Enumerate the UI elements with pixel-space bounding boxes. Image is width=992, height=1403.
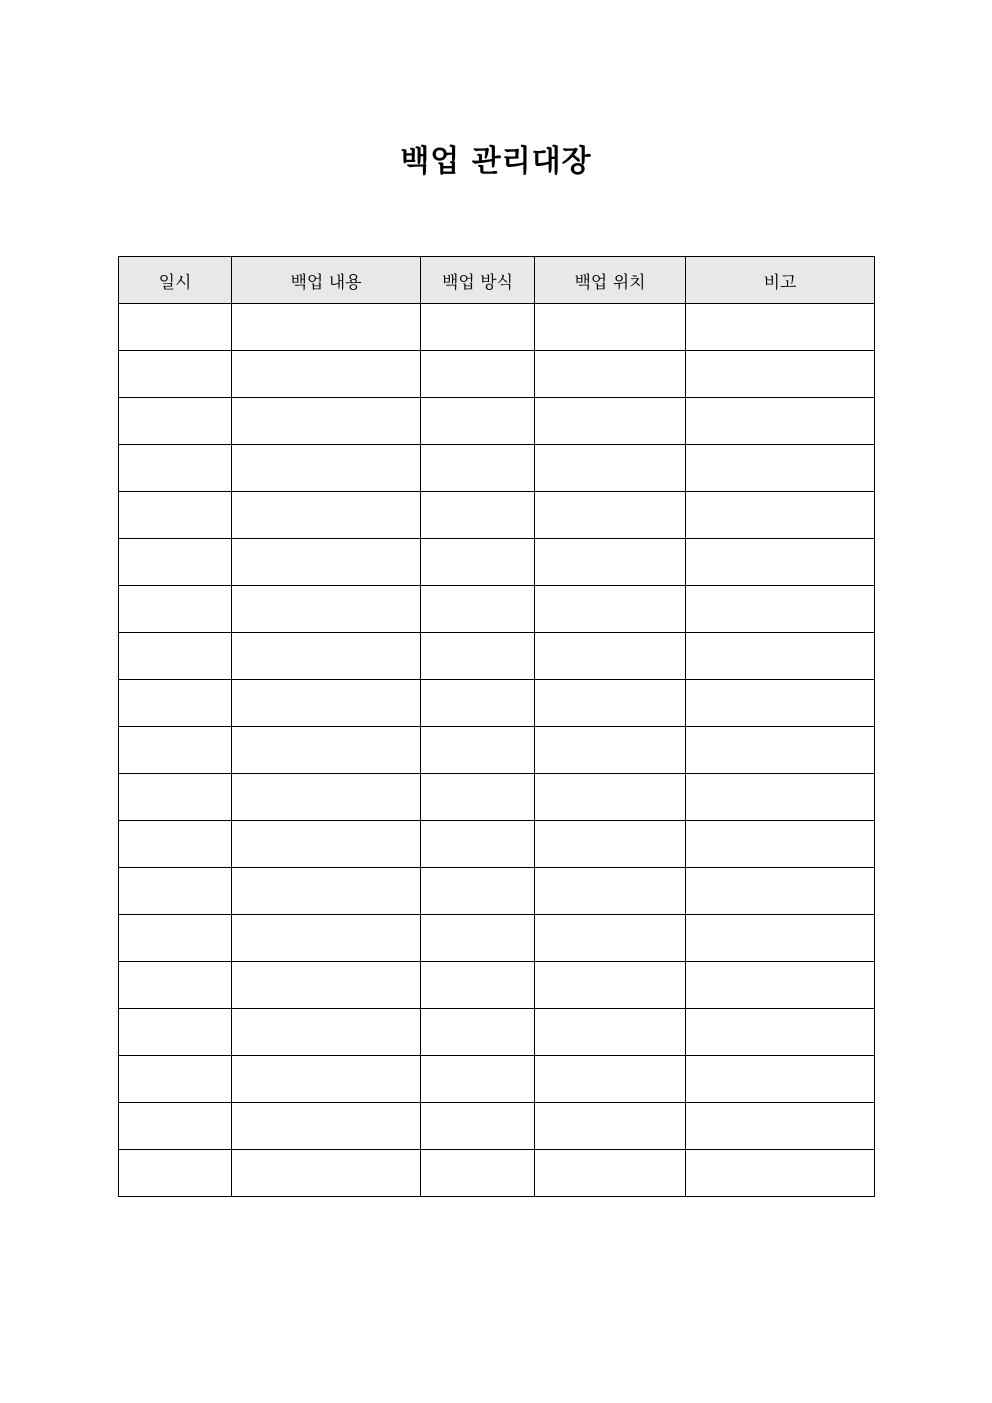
table-cell bbox=[421, 915, 535, 962]
table-cell bbox=[686, 915, 875, 962]
table-row bbox=[119, 680, 875, 727]
table-cell bbox=[686, 727, 875, 774]
table-cell bbox=[119, 492, 232, 539]
table-cell bbox=[119, 1009, 232, 1056]
table-cell bbox=[535, 1150, 686, 1197]
table-cell bbox=[232, 821, 421, 868]
table-cell bbox=[686, 774, 875, 821]
table-cell bbox=[535, 1009, 686, 1056]
table-row bbox=[119, 539, 875, 586]
table-cell bbox=[232, 586, 421, 633]
table-cell bbox=[232, 774, 421, 821]
table-cell bbox=[421, 398, 535, 445]
table-cell bbox=[232, 1056, 421, 1103]
header-datetime: 일시 bbox=[119, 257, 232, 304]
table-cell bbox=[232, 868, 421, 915]
table-row bbox=[119, 868, 875, 915]
header-backup-content: 백업 내용 bbox=[232, 257, 421, 304]
table-cell bbox=[421, 304, 535, 351]
table-cell bbox=[535, 915, 686, 962]
table-cell bbox=[119, 774, 232, 821]
table-row bbox=[119, 821, 875, 868]
table-cell bbox=[686, 1150, 875, 1197]
table-cell bbox=[535, 774, 686, 821]
table-cell bbox=[232, 727, 421, 774]
table-cell bbox=[535, 492, 686, 539]
table-row bbox=[119, 774, 875, 821]
table-row bbox=[119, 1056, 875, 1103]
table-cell bbox=[119, 633, 232, 680]
table-cell bbox=[535, 821, 686, 868]
table-row bbox=[119, 492, 875, 539]
table-cell bbox=[232, 351, 421, 398]
table-row bbox=[119, 1150, 875, 1197]
table-cell bbox=[686, 1103, 875, 1150]
table-cell bbox=[232, 539, 421, 586]
table-cell bbox=[535, 304, 686, 351]
table-cell bbox=[535, 351, 686, 398]
table-cell bbox=[535, 868, 686, 915]
table-cell bbox=[686, 680, 875, 727]
table-cell bbox=[686, 492, 875, 539]
table-cell bbox=[232, 680, 421, 727]
table-cell bbox=[535, 1103, 686, 1150]
table-cell bbox=[535, 539, 686, 586]
table-cell bbox=[119, 1103, 232, 1150]
table-cell bbox=[421, 680, 535, 727]
table-cell bbox=[119, 868, 232, 915]
table-row bbox=[119, 304, 875, 351]
table-cell bbox=[119, 445, 232, 492]
table-cell bbox=[686, 1056, 875, 1103]
table-cell bbox=[232, 1009, 421, 1056]
table-row bbox=[119, 586, 875, 633]
table-cell bbox=[686, 633, 875, 680]
table-cell bbox=[421, 1056, 535, 1103]
document-title: 백업 관리대장 bbox=[400, 144, 592, 179]
table-cell bbox=[232, 633, 421, 680]
table-cell bbox=[232, 445, 421, 492]
table-cell bbox=[686, 398, 875, 445]
table-cell bbox=[421, 586, 535, 633]
table-cell bbox=[421, 821, 535, 868]
table-row bbox=[119, 915, 875, 962]
table-row bbox=[119, 633, 875, 680]
table-cell bbox=[232, 398, 421, 445]
table-cell bbox=[535, 445, 686, 492]
table-cell bbox=[686, 1009, 875, 1056]
table-row bbox=[119, 398, 875, 445]
table-cell bbox=[232, 492, 421, 539]
header-backup-location: 백업 위치 bbox=[535, 257, 686, 304]
table-cell bbox=[232, 1103, 421, 1150]
table-cell bbox=[535, 727, 686, 774]
table-cell bbox=[119, 586, 232, 633]
table-cell bbox=[686, 445, 875, 492]
header-backup-method: 백업 방식 bbox=[421, 257, 535, 304]
table-cell bbox=[119, 680, 232, 727]
table-cell bbox=[686, 821, 875, 868]
table-cell bbox=[421, 1009, 535, 1056]
table-row bbox=[119, 351, 875, 398]
table-cell bbox=[535, 633, 686, 680]
table-cell bbox=[421, 539, 535, 586]
table-row bbox=[119, 962, 875, 1009]
table-cell bbox=[535, 962, 686, 1009]
table-row bbox=[119, 1009, 875, 1056]
table-cell bbox=[686, 962, 875, 1009]
table-cell bbox=[232, 915, 421, 962]
table-cell bbox=[686, 868, 875, 915]
table-cell bbox=[421, 774, 535, 821]
table-row bbox=[119, 445, 875, 492]
table-cell bbox=[535, 680, 686, 727]
table-cell bbox=[421, 351, 535, 398]
table-row bbox=[119, 727, 875, 774]
backup-log-table bbox=[118, 256, 875, 1197]
table-cell bbox=[686, 586, 875, 633]
table-cell bbox=[119, 398, 232, 445]
table-cell bbox=[421, 445, 535, 492]
table-cell bbox=[535, 398, 686, 445]
table-cell bbox=[421, 492, 535, 539]
table-row bbox=[119, 1103, 875, 1150]
table-cell bbox=[232, 304, 421, 351]
table-cell bbox=[686, 304, 875, 351]
table-cell bbox=[119, 351, 232, 398]
table-cell bbox=[421, 1150, 535, 1197]
table-cell bbox=[119, 727, 232, 774]
table-cell bbox=[119, 915, 232, 962]
table-cell bbox=[421, 727, 535, 774]
header-row bbox=[119, 257, 875, 304]
table-cell bbox=[421, 868, 535, 915]
table-cell bbox=[421, 1103, 535, 1150]
table-cell bbox=[119, 962, 232, 1009]
table-cell bbox=[119, 821, 232, 868]
table-cell bbox=[119, 1056, 232, 1103]
table-cell bbox=[535, 1056, 686, 1103]
table-cell bbox=[686, 539, 875, 586]
table-cell bbox=[119, 304, 232, 351]
table-cell bbox=[119, 539, 232, 586]
header-remarks: 비고 bbox=[686, 257, 875, 304]
table-cell bbox=[232, 962, 421, 1009]
table-cell bbox=[232, 1150, 421, 1197]
table-cell bbox=[421, 962, 535, 1009]
table-cell bbox=[421, 633, 535, 680]
table-cell bbox=[119, 1150, 232, 1197]
table-cell bbox=[686, 351, 875, 398]
table-cell bbox=[535, 586, 686, 633]
